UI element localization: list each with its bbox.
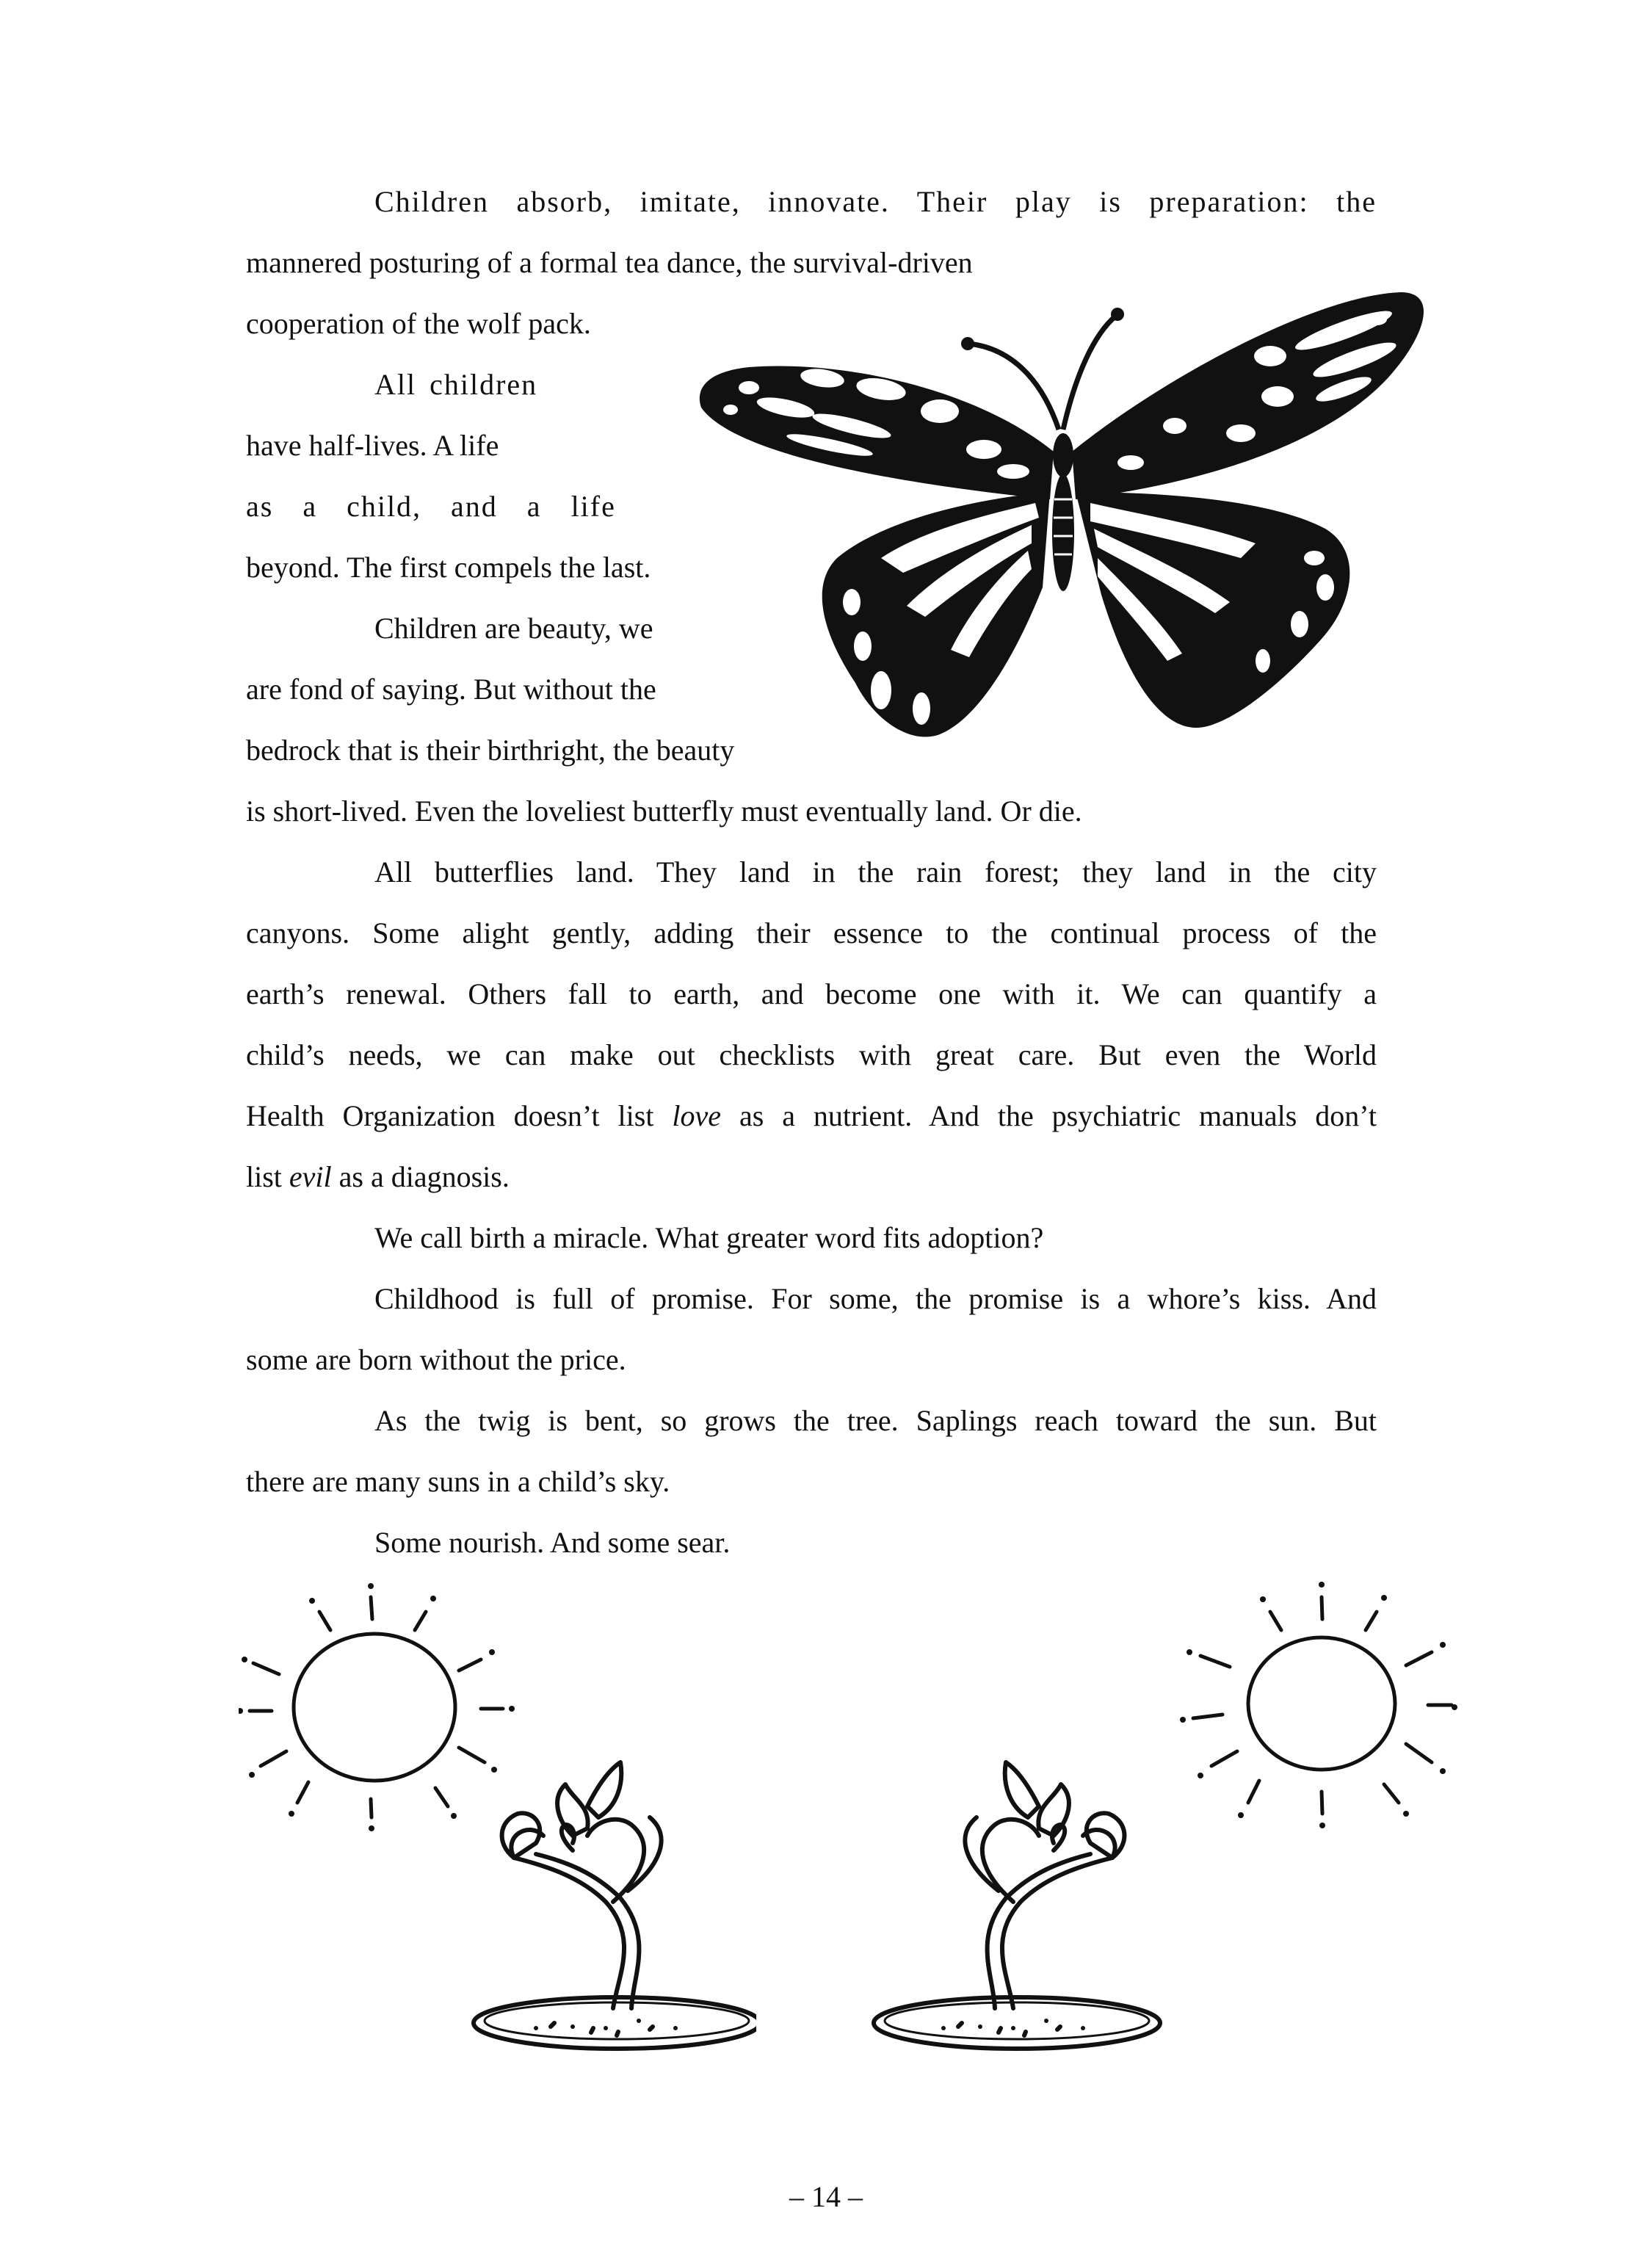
butterfly-illustration <box>661 279 1439 749</box>
text-line: Some nourish. And some sear. <box>374 1526 731 1559</box>
text-line: We call birth a miracle. What greater word fits adoption? <box>374 1221 1044 1254</box>
text-line: canyons. Some alight gently, adding their essence to the continual process of the <box>246 916 1377 949</box>
text-line: child’s needs, we can make out checklists with great care. But even the World <box>246 1038 1377 1071</box>
text-line: All children <box>374 368 538 401</box>
text-line: beyond. The first compels the last. <box>246 551 651 584</box>
text-line: cooperation of the wolf pack. <box>246 307 591 340</box>
text-line: Childhood is full of promise. For some, the promise is a whore’s kiss. And <box>374 1282 1377 1315</box>
text-line: earth’s renewal. Others fall to earth, and become one with it. We can quantify a <box>246 977 1377 1010</box>
text-segment: list <box>246 1160 282 1193</box>
text-line: as a child, and a life <box>246 490 616 523</box>
text-line: Children absorb, imitate, innovate. Their play is preparation: the <box>374 185 1377 218</box>
text-line: Children are beauty, we <box>374 612 653 645</box>
text-segment: as a diagnosis. <box>338 1160 510 1193</box>
text-line <box>246 1101 1377 1131</box>
text-line: bedrock that is their birthright, the beauty <box>246 734 735 767</box>
text-line: mannered posturing of a formal tea dance, the survival-driven <box>246 246 973 279</box>
text-line: are fond of saying. But without the <box>246 673 656 706</box>
text-segment: as a nutrient. And the psychiatric manuals don’t <box>739 1099 1377 1132</box>
sun-illustration <box>1178 1579 1457 1828</box>
text-segment: Health Organization doesn’t list <box>246 1099 654 1132</box>
text-line: there are many suns in a child’s sky. <box>246 1465 670 1498</box>
emphasized-word: evil <box>289 1160 332 1193</box>
text-line <box>246 1162 510 1192</box>
text-line: All butterflies land. They land in the rain forest; they land in the city <box>374 855 1377 888</box>
sapling-illustration <box>463 1755 756 2063</box>
emphasized-word: love <box>672 1099 721 1132</box>
text-line: some are born without the price. <box>246 1343 626 1376</box>
text-line: is short-lived. Even the loveliest butterfly must eventually land. Or die. <box>246 795 1082 828</box>
sapling-illustration <box>870 1755 1164 2063</box>
page-number: – 14 – <box>789 2180 863 2213</box>
text-line: As the twig is bent, so grows the tree. Saplings reach toward the sun. But <box>374 1404 1377 1437</box>
text-line: have half-lives. A life <box>246 429 499 462</box>
